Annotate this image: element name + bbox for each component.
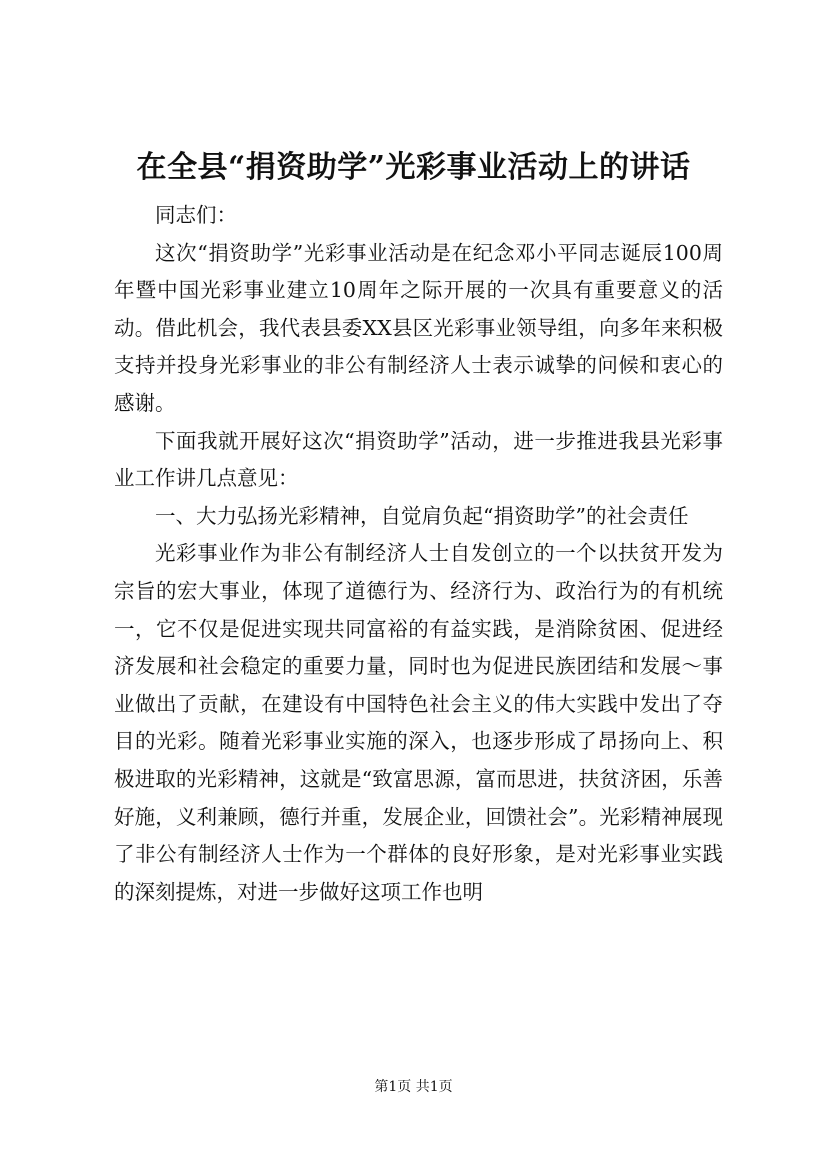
salutation: 同志们： <box>155 203 237 227</box>
paragraph-intro: 这次“捐资助学”光彩事业活动是在纪念邓小平同志诞辰100周年暨中国光彩事业建立10周年之际开展的一次具有重要意义的活动。借此机会，我代表县委XX县区光彩事业领导组，向多年来积极支持并投身光彩事业的非公有制经济人士表示诚挚的问候和衷心的感谢。 <box>114 240 723 415</box>
paragraph-outline: 下面我就开展好这次“捐资助学”活动，进一步推进我县光彩事业工作讲几点意见： <box>114 428 723 491</box>
page-number-footer: 第1页 共1页 <box>374 1079 453 1095</box>
paragraph-section-1: 光彩事业作为非公有制经济人士自发创立的一个以扶贫开发为宗旨的宏大事业，体现了道德行为、经济行为、政治行为的有机统一，它不仅是促进实现共同富裕的有益实践，是消除贫困、促进经济发展和社会稳定的重要力量，同时也为促进民族团结和发展～事业做出了贡献，在建设有中国特色社会主义的伟大实践中发出了夺目的光彩。随着光彩事业实施的深入，也逐步形成了昂扬向上、积极进取的光彩精神，这就是“致富思源，富而思进，扶贫济困，乐善好施，义利兼顾，德行并重，发展企业，回馈社会”。光彩精神展现了非公有制经济人士作为一个群体的良好形象，是对光彩事业实践的深刻提炼，对进一步做好这项工作也明 <box>114 541 723 904</box>
section-heading-1: 一、大力弘扬光彩精神，自觉肩负起“捐资助学”的社会责任 <box>155 503 689 528</box>
document-body <box>114 197 723 911</box>
document-title: 在全县“捐资助学”光彩事业活动上的讲话 <box>136 150 691 185</box>
